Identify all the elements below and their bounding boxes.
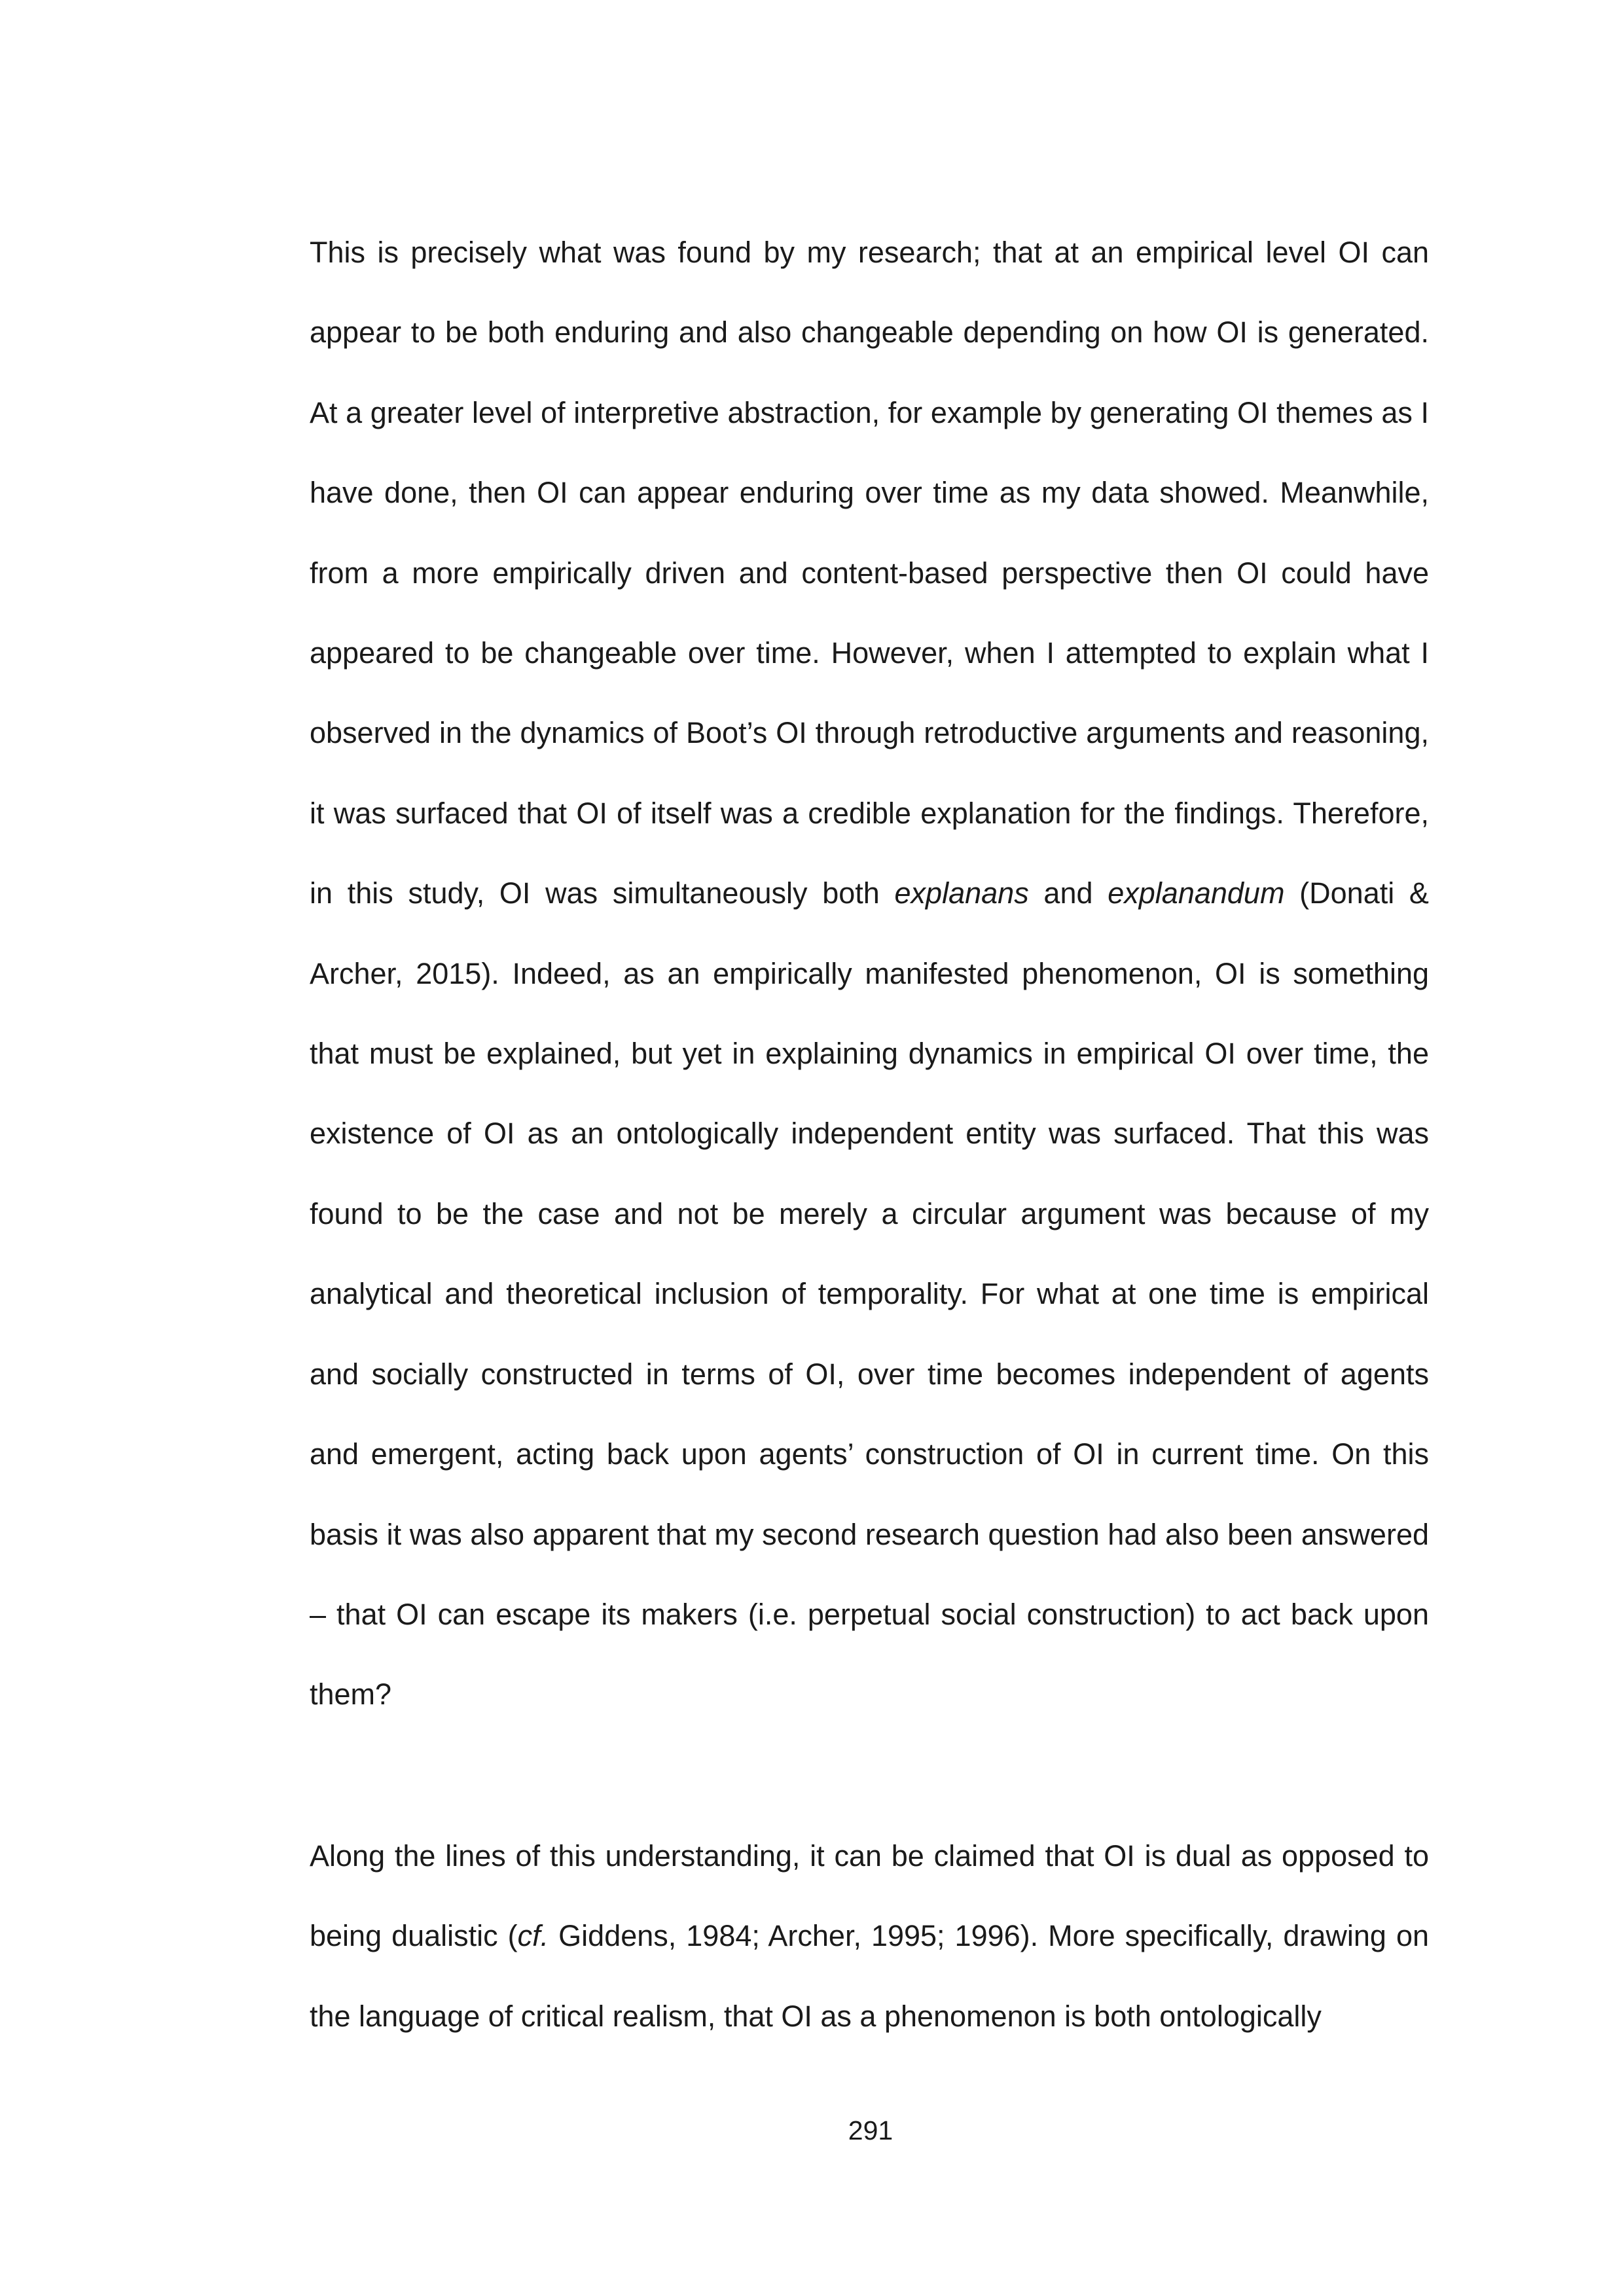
paragraph-2-italic-cf: cf. <box>517 1919 549 1953</box>
paragraph-1-text-part-2: and <box>1043 876 1093 910</box>
body-paragraph-1 <box>310 213 1429 1735</box>
body-paragraph-2 <box>310 1816 1429 2056</box>
paragraph-2-text-part-1: Along the lines of this understanding, it can be claimed that OI is dual as opposed to being dualistic ( <box>310 1839 1429 1953</box>
paragraph-1-text-part-3: (Donati & Archer, 2015). Indeed, as an empirically manifested phenomenon, OI is something that must be explained, but yet in explaining dynamics in empirical OI over time, the existence of OI as an ontologically independent entity was surfaced. That this was found to be the case and not be merely a circular argument was because of my analytical and theoretical inclusion of temporality. For what at one time is empirical and socially constructed in terms of OI, over time becomes independent of agents and emergent, acting back upon agents’ construction of OI in current time. On this basis it was also apparent that my second research question had also been answered – that OI can escape its makers (i.e. perpetual social construction) to act back upon them? <box>310 876 1429 1712</box>
page-number: 291 <box>848 2115 893 2145</box>
paragraph-2-text-part-2: Giddens, 1984; Archer, 1995; 1996). More specifically, drawing on the language of critical realism, that OI as a phenomenon is both ontologically <box>310 1919 1430 2033</box>
paragraph-1-italic-explanandum: explanandum <box>1108 876 1285 910</box>
paragraph-1-text-part-1: This is precisely what was found by my research; that at an empirical level OI can appear to be both enduring and also changeable depending on how OI is generated. At a greater level of interpretive abstraction, for example by generating OI themes as I have done, then OI can appear enduring over time as my data showed. Meanwhile, from a more empirically driven and content-based perspective then OI could have appeared to be changeable over time. However, when I attempted to explain what I observed in the dynamics of Boot’s OI through retroductive arguments and reasoning, it was surfaced that OI of itself was a credible explanation for the findings. Therefore, in this study, OI was simultaneously both <box>310 236 1429 910</box>
paragraph-1-italic-explanans: explanans <box>894 876 1029 910</box>
